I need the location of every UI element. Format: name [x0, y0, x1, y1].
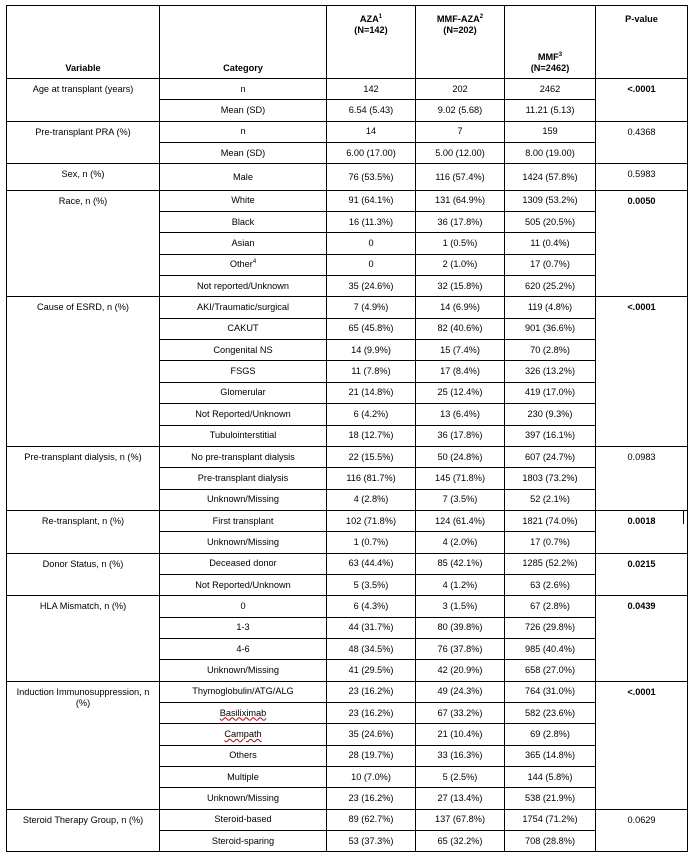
pvalue-cell: 0.5983 [596, 164, 688, 190]
category-cell [160, 681, 327, 702]
header-mmf-aza-n: (N=202) [443, 25, 477, 35]
value-cell-aza: 23 (16.2%) [327, 681, 416, 702]
value-cell-mmf-aza: 2 (1.0%) [416, 254, 505, 275]
value-cell-mmf-aza: 5 (2.5%) [416, 767, 505, 788]
pvalue-cell: 0.0439 [596, 596, 688, 681]
value-cell-aza: 1 (0.7%) [327, 532, 416, 553]
category-cell [160, 361, 327, 382]
header-mmf-aza-name: MMF-AZA [436, 14, 480, 24]
header-mmf-aza-footnote: 2 [479, 13, 484, 20]
value-cell-mmf: 985 (40.4%) [505, 638, 596, 659]
value-cell-mmf-aza: 67 (33.2%) [416, 702, 505, 723]
value-cell-aza: 65 (45.8%) [327, 318, 416, 339]
value-cell-mmf-aza: 49 (24.3%) [416, 681, 505, 702]
value-cell-mmf-aza: 85 (42.1%) [416, 553, 505, 574]
value-cell-mmf-aza: 65 (32.2%) [416, 831, 505, 852]
header-mmf [505, 6, 596, 79]
category-label: Other [229, 259, 253, 270]
value-cell-aza: 102 (71.8%) [327, 510, 416, 531]
header-aza-name: AZA [359, 14, 379, 24]
category-label: Pre-transplant dialysis [197, 472, 289, 483]
table-row [7, 446, 688, 467]
variable-cell: Donor Status, n (%) [7, 553, 160, 596]
value-cell-aza: 7 (4.9%) [327, 297, 416, 318]
category-cell [160, 233, 327, 254]
value-cell-mmf-aza: 13 (6.4%) [416, 404, 505, 425]
value-cell-mmf: 2462 [505, 79, 596, 100]
value-cell-mmf: 159 [505, 121, 596, 142]
value-cell-aza: 41 (29.5%) [327, 660, 416, 681]
variable-cell: HLA Mismatch, n (%) [7, 596, 160, 681]
pvalue-cell: <.0001 [596, 297, 688, 446]
value-cell-aza: 0 [327, 233, 416, 254]
header-pvalue: P-value [596, 6, 688, 79]
value-cell-mmf: 397 (16.1%) [505, 425, 596, 446]
value-cell-aza: 0 [327, 254, 416, 275]
header-mmf-aza [416, 6, 505, 79]
value-cell-mmf-aza: 4 (2.0%) [416, 532, 505, 553]
value-cell-aza: 10 (7.0%) [327, 767, 416, 788]
category-label: Unknown/Missing [207, 536, 279, 547]
category-label: Black [231, 216, 255, 227]
value-cell-mmf: 708 (28.8%) [505, 831, 596, 852]
category-label: FSGS [230, 366, 256, 377]
text-cursor [683, 511, 684, 524]
value-cell-aza: 44 (31.7%) [327, 617, 416, 638]
table-row [7, 121, 688, 142]
category-label: Not Reported/Unknown [195, 579, 291, 590]
category-label: Congenital NS [213, 344, 273, 355]
value-cell-mmf-aza: 3 (1.5%) [416, 596, 505, 617]
value-cell-mmf-aza: 42 (20.9%) [416, 660, 505, 681]
category-label: CAKUT [227, 323, 259, 334]
category-label: Campath [224, 728, 262, 739]
value-cell-mmf-aza: 7 [416, 121, 505, 142]
category-label: Male [233, 171, 253, 182]
value-cell-aza: 11 (7.8%) [327, 361, 416, 382]
category-cell [160, 660, 327, 681]
value-cell-aza: 53 (37.3%) [327, 831, 416, 852]
category-cell [160, 489, 327, 510]
category-label: AKI/Traumatic/surgical [196, 302, 290, 313]
category-cell [160, 574, 327, 595]
value-cell-mmf-aza: 21 (10.4%) [416, 724, 505, 745]
value-cell-mmf: 63 (2.6%) [505, 574, 596, 595]
value-cell-mmf-aza: 5.00 (12.00) [416, 143, 505, 164]
value-cell-mmf-aza: 80 (39.8%) [416, 617, 505, 638]
value-cell-aza: 23 (16.2%) [327, 788, 416, 809]
category-cell [160, 702, 327, 723]
category-cell [160, 767, 327, 788]
value-cell-aza: 89 (62.7%) [327, 809, 416, 830]
table-row [7, 596, 688, 617]
header-mmf-n: (N=2462) [530, 63, 570, 73]
value-cell-mmf: 1754 (71.2%) [505, 809, 596, 830]
value-cell-aza: 6 (4.2%) [327, 404, 416, 425]
value-cell-mmf: 144 (5.8%) [505, 767, 596, 788]
category-cell [160, 121, 327, 142]
value-cell-mmf: 1821 (74.0%) [505, 510, 596, 531]
value-cell-mmf: 17 (0.7%) [505, 254, 596, 275]
category-cell [160, 831, 327, 852]
value-cell-mmf: 11 (0.4%) [505, 233, 596, 254]
value-cell-mmf: 726 (29.8%) [505, 617, 596, 638]
value-cell-aza: 4 (2.8%) [327, 489, 416, 510]
category-label: Unknown/Missing [207, 494, 279, 505]
variable-cell: Pre-transplant dialysis, n (%) [7, 446, 160, 510]
value-cell-aza: 16 (11.3%) [327, 212, 416, 233]
category-cell [160, 553, 327, 574]
value-cell-mmf: 8.00 (19.00) [505, 143, 596, 164]
variable-cell: Sex, n (%) [7, 164, 160, 190]
pvalue-cell: 0.0050 [596, 190, 688, 297]
category-label: Glomerular [220, 387, 266, 398]
header-aza [327, 6, 416, 79]
category-cell [160, 724, 327, 745]
category-cell [160, 404, 327, 425]
category-label: n [240, 126, 246, 137]
value-cell-mmf: 538 (21.9%) [505, 788, 596, 809]
category-cell [160, 596, 327, 617]
value-cell-mmf-aza: 27 (13.4%) [416, 788, 505, 809]
header-mmf-footnote: 3 [558, 51, 563, 58]
table-row [7, 297, 688, 318]
category-cell [160, 638, 327, 659]
category-cell [160, 164, 327, 190]
header-variable: Variable [7, 6, 160, 79]
category-cell [160, 254, 327, 275]
category-cell [160, 382, 327, 403]
category-label: Unknown/Missing [207, 664, 279, 675]
category-label: Steroid-sparing [211, 835, 275, 846]
category-label: Multiple [227, 771, 259, 782]
value-cell-mmf: 69 (2.8%) [505, 724, 596, 745]
value-cell-mmf: 67 (2.8%) [505, 596, 596, 617]
pvalue-cell: 0.0983 [596, 446, 688, 510]
category-cell [160, 212, 327, 233]
value-cell-mmf: 70 (2.8%) [505, 340, 596, 361]
value-cell-aza: 14 (9.9%) [327, 340, 416, 361]
pvalue-cell: <.0001 [596, 79, 688, 122]
category-label: Mean (SD) [220, 147, 266, 158]
value-cell-mmf: 505 (20.5%) [505, 212, 596, 233]
value-cell-mmf-aza: 137 (67.8%) [416, 809, 505, 830]
value-cell-mmf-aza: 124 (61.4%) [416, 510, 505, 531]
value-cell-mmf-aza: 116 (57.4%) [416, 164, 505, 190]
value-cell-aza: 14 [327, 121, 416, 142]
baseline-characteristics-table [6, 5, 688, 852]
table-row [7, 553, 688, 574]
variable-cell: Re-transplant, n (%) [7, 510, 160, 553]
category-cell [160, 788, 327, 809]
pvalue-cell: 0.0629 [596, 809, 688, 852]
category-label: Others [229, 750, 257, 761]
table-row [7, 164, 688, 190]
category-label: Basiliximab [219, 707, 267, 718]
value-cell-mmf: 764 (31.0%) [505, 681, 596, 702]
value-cell-mmf-aza: 36 (17.8%) [416, 212, 505, 233]
category-label: Thymoglobulin/ATG/ALG [192, 686, 294, 697]
value-cell-mmf: 607 (24.7%) [505, 446, 596, 467]
category-label: Tubulointerstitial [209, 430, 277, 441]
value-cell-aza: 91 (64.1%) [327, 190, 416, 211]
value-cell-aza: 142 [327, 79, 416, 100]
value-cell-mmf: 17 (0.7%) [505, 532, 596, 553]
header-row [7, 6, 688, 79]
category-label: No pre-transplant dialysis [191, 451, 295, 462]
value-cell-mmf-aza: 32 (15.8%) [416, 276, 505, 297]
value-cell-mmf: 11.21 (5.13) [505, 100, 596, 121]
value-cell-mmf: 419 (17.0%) [505, 382, 596, 403]
pvalue-cell: 0.0215 [596, 553, 688, 596]
value-cell-mmf-aza: 1 (0.5%) [416, 233, 505, 254]
header-category: Category [160, 6, 327, 79]
category-cell [160, 532, 327, 553]
value-cell-mmf-aza: 202 [416, 79, 505, 100]
value-cell-mmf-aza: 36 (17.8%) [416, 425, 505, 446]
table-row [7, 79, 688, 100]
table-row [7, 681, 688, 702]
category-label: Mean (SD) [220, 105, 266, 116]
category-footnote: 4 [252, 259, 257, 266]
table-row [7, 190, 688, 211]
value-cell-mmf: 119 (4.8%) [505, 297, 596, 318]
value-cell-aza: 48 (34.5%) [327, 638, 416, 659]
category-label: 4-6 [236, 643, 250, 654]
value-cell-mmf-aza: 17 (8.4%) [416, 361, 505, 382]
value-cell-aza: 22 (15.5%) [327, 446, 416, 467]
value-cell-aza: 5 (3.5%) [327, 574, 416, 595]
category-label: Unknown/Missing [207, 793, 279, 804]
category-cell [160, 446, 327, 467]
header-aza-n: (N=142) [354, 25, 388, 35]
value-cell-mmf: 1424 (57.8%) [505, 164, 596, 190]
value-cell-aza: 23 (16.2%) [327, 702, 416, 723]
category-cell [160, 297, 327, 318]
category-cell [160, 190, 327, 211]
category-cell [160, 425, 327, 446]
value-cell-mmf-aza: 14 (6.9%) [416, 297, 505, 318]
value-cell-mmf: 1309 (53.2%) [505, 190, 596, 211]
value-cell-aza: 76 (53.5%) [327, 164, 416, 190]
category-cell [160, 100, 327, 121]
category-label: Steroid-based [214, 814, 272, 825]
value-cell-mmf: 620 (25.2%) [505, 276, 596, 297]
variable-cell: Induction Immunosuppression, n (%) [7, 681, 160, 809]
category-cell [160, 276, 327, 297]
category-label: 1-3 [236, 622, 250, 633]
variable-cell: Pre-transplant PRA (%) [7, 121, 160, 164]
value-cell-aza: 35 (24.6%) [327, 724, 416, 745]
category-cell [160, 468, 327, 489]
category-label: Deceased donor [209, 558, 277, 569]
value-cell-mmf: 365 (14.8%) [505, 745, 596, 766]
category-cell [160, 745, 327, 766]
value-cell-mmf-aza: 145 (71.8%) [416, 468, 505, 489]
value-cell-aza: 6.00 (17.00) [327, 143, 416, 164]
pvalue-cell: <.0001 [596, 681, 688, 809]
value-cell-mmf: 52 (2.1%) [505, 489, 596, 510]
pvalue-cell: 0.0018 [596, 510, 688, 553]
value-cell-mmf-aza: 50 (24.8%) [416, 446, 505, 467]
value-cell-mmf: 582 (23.6%) [505, 702, 596, 723]
category-label: Not reported/Unknown [197, 280, 289, 291]
value-cell-mmf-aza: 4 (1.2%) [416, 574, 505, 595]
category-cell [160, 143, 327, 164]
value-cell-mmf: 1285 (52.2%) [505, 553, 596, 574]
value-cell-aza: 6 (4.3%) [327, 596, 416, 617]
category-cell [160, 809, 327, 830]
category-label: White [231, 195, 255, 206]
value-cell-mmf: 1803 (73.2%) [505, 468, 596, 489]
value-cell-mmf-aza: 131 (64.9%) [416, 190, 505, 211]
value-cell-aza: 18 (12.7%) [327, 425, 416, 446]
value-cell-aza: 6.54 (5.43) [327, 100, 416, 121]
variable-cell: Cause of ESRD, n (%) [7, 297, 160, 446]
variable-cell: Steroid Therapy Group, n (%) [7, 809, 160, 852]
category-label: 0 [240, 600, 246, 611]
variable-cell: Age at transplant (years) [7, 79, 160, 122]
value-cell-mmf-aza: 7 (3.5%) [416, 489, 505, 510]
category-cell [160, 79, 327, 100]
header-mmf-name: MMF [537, 52, 559, 62]
value-cell-mmf: 658 (27.0%) [505, 660, 596, 681]
header-aza-footnote: 1 [378, 13, 383, 20]
value-cell-aza: 21 (14.8%) [327, 382, 416, 403]
value-cell-mmf-aza: 76 (37.8%) [416, 638, 505, 659]
value-cell-mmf-aza: 9.02 (5.68) [416, 100, 505, 121]
category-cell [160, 510, 327, 531]
value-cell-mmf-aza: 15 (7.4%) [416, 340, 505, 361]
value-cell-mmf-aza: 82 (40.6%) [416, 318, 505, 339]
variable-cell: Race, n (%) [7, 190, 160, 297]
value-cell-aza: 116 (81.7%) [327, 468, 416, 489]
value-cell-mmf: 326 (13.2%) [505, 361, 596, 382]
category-label: First transplant [212, 515, 274, 526]
pvalue-cell: 0.4368 [596, 121, 688, 164]
table-row [7, 809, 688, 830]
value-cell-aza: 35 (24.6%) [327, 276, 416, 297]
category-label: Not Reported/Unknown [195, 408, 291, 419]
value-cell-mmf: 230 (9.3%) [505, 404, 596, 425]
category-cell [160, 340, 327, 361]
category-cell [160, 617, 327, 638]
value-cell-mmf-aza: 25 (12.4%) [416, 382, 505, 403]
value-cell-aza: 63 (44.4%) [327, 553, 416, 574]
value-cell-mmf: 901 (36.6%) [505, 318, 596, 339]
category-label: n [240, 83, 246, 94]
value-cell-mmf-aza: 33 (16.3%) [416, 745, 505, 766]
value-cell-aza: 28 (19.7%) [327, 745, 416, 766]
category-label: Asian [231, 238, 255, 249]
table-row [7, 510, 688, 531]
category-cell [160, 318, 327, 339]
